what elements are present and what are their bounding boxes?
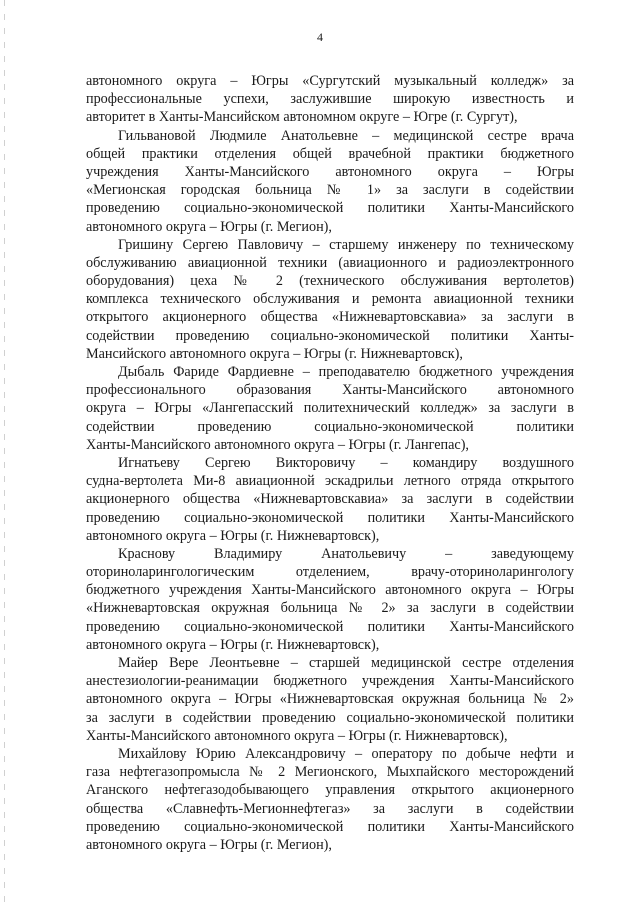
text-line: комплекса технического обслуживания и ремонта авиационной техники	[86, 291, 574, 308]
text-line: Гильвановой Людмиле Анатольевне – медицинской сестре врача	[118, 127, 574, 144]
text-line: автономного округа – Югры (г. Нижневартовск),	[86, 636, 380, 653]
text-line: проведению социально-экономической политики Ханты-Мансийского	[86, 818, 574, 835]
text-line: оториноларингологическим отделением, врачу-оториноларингологу	[86, 564, 574, 581]
text-line: проведению социально-экономической политики Ханты-Мансийского	[86, 200, 574, 217]
text-line: «Мегионская городская больница № 1» за заслуги в содействии	[86, 182, 574, 199]
page-number: 4	[317, 30, 323, 44]
text-line: проведению социально-экономической политики Ханты-Мансийского	[86, 618, 574, 635]
text-line: содействии проведению социально-экономической политики	[86, 418, 574, 435]
text-line: Ханты-Мансийского автономного округа – Югры (г. Нижневартовск),	[86, 727, 508, 744]
text-line: Мансийского автономного округа – Югры (г. Нижневартовск),	[86, 345, 463, 362]
text-line: общества «Славнефть-Мегионнефтегаз» за заслуги в содействии	[86, 800, 574, 817]
document-body	[86, 72, 574, 854]
text-line: автономного округа – Югры «Сургутский музыкальный колледж» за	[86, 73, 574, 89]
text-line: оборудования) цеха № 2 (технического обслуживания вертолетов)	[86, 273, 574, 290]
text-line: акционерного общества «Нижневартовскавиа» за заслуги в содействии	[86, 491, 574, 508]
text-line: судна-вертолета Ми-8 авиационной эскадрильи летного отряда открытого	[86, 473, 574, 490]
text-line: «Нижневартовская окружная больница № 2» за заслуги в содействии	[86, 600, 574, 617]
text-line: автономного округа – Югры (г. Мегион),	[86, 218, 332, 235]
text-line: анестезиологии-реанимации бюджетного учреждения Ханты-Мансийского	[86, 673, 574, 690]
text-line: Дыбаль Фариде Фардиевне – преподавателю бюджетного учреждения	[118, 364, 574, 380]
text-line: открытого акционерного общества «Нижневартовскавиа» за заслуги в	[86, 309, 574, 326]
text-line: Михайлову Юрию Александровичу – оператору по добыче нефти и	[118, 745, 574, 762]
text-line: обслуживанию авиационной техники (авиационного и радиоэлектронного	[86, 254, 574, 271]
text-line: Гришину Сергею Павловичу – старшему инженеру по техническому	[118, 236, 574, 253]
text-line: округа – Югры «Лангепасский политехнический колледж» за заслуги в	[86, 400, 574, 417]
text-line: Ханты-Мансийского автономного округа – Югры (г. Лангепас),	[86, 436, 469, 453]
text-line: Краснову Владимиру Анатольевичу – заведующему	[118, 545, 574, 562]
text-line: проведению социально-экономической политики Ханты-Мансийского	[86, 509, 574, 526]
text-line: автономного округа – Югры (г. Нижневартовск),	[86, 527, 380, 544]
text-line: Игнатьеву Сергею Викторовичу – командиру воздушного	[118, 454, 574, 471]
text-line: содействии проведению социально-экономической политики Ханты-	[86, 327, 574, 344]
text-line: газа нефтегазопромысла № 2 Мегионского, Мыхпайского месторождений	[86, 764, 574, 781]
text-line: профессиональные успехи, заслужившие широкую известность и	[86, 91, 574, 108]
text-line: бюджетного учреждения Ханты-Мансийского автономного округа – Югры	[86, 582, 574, 599]
text-line: за заслуги в содействии проведению социально-экономической политики	[86, 709, 574, 726]
text-line: учреждения Ханты-Мансийского автономного округа – Югры	[86, 163, 574, 180]
text-line: авторитет в Ханты-Мансийском автономном округе – Югре (г. Сургут),	[86, 109, 518, 126]
text-line: Аганского нефтегазодобывающего управления открытого акционерного	[86, 782, 574, 799]
text-line: Майер Вере Леонтьевне – старшей медицинской сестре отделения	[118, 655, 574, 671]
text-line: общей практики отделения общей врачебной практики бюджетного	[86, 145, 574, 162]
text-line: профессионального образования Ханты-Мансийского автономного	[86, 382, 574, 399]
text-line: автономного округа – Югры (г. Мегион),	[86, 836, 332, 853]
scan-edge-mark	[4, 0, 5, 905]
text-line: автономного округа – Югры «Нижневартовская окружная больница № 2»	[86, 691, 574, 708]
